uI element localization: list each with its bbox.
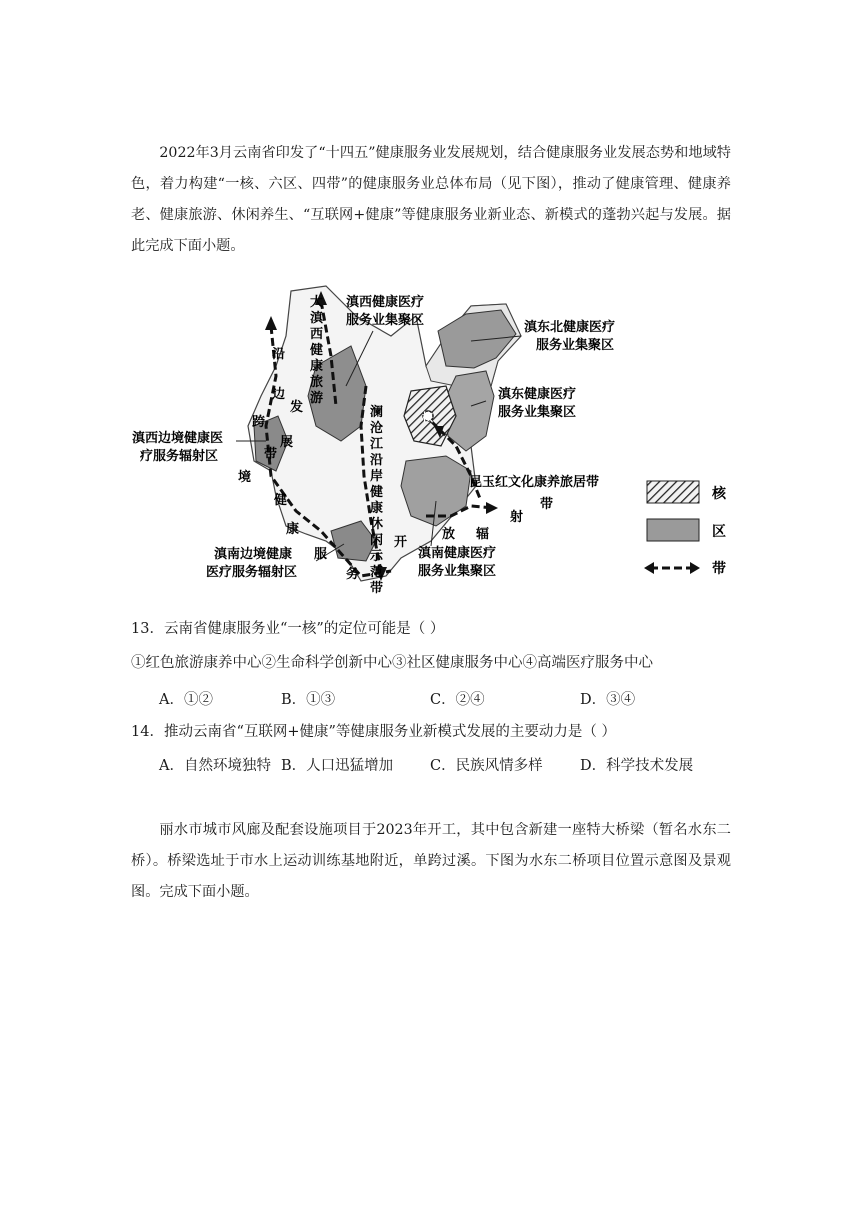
belt-border-char-0: 沿: [272, 347, 286, 362]
legend-belt-arrow-left: [644, 562, 654, 574]
legend-zone-label: 区: [712, 524, 726, 540]
belt-dali-char-6: 游: [310, 391, 324, 406]
question-14-stem: 14．推动云南省“互联网+健康”等健康服务业新模式发展的主要动力是（ ）: [131, 724, 617, 740]
belt-border-char-3: 境: [238, 470, 252, 485]
belt-lancang-char-3: 沿: [370, 453, 384, 468]
yunnan-health-map: [126, 276, 736, 606]
belt-border-mid-2: 带: [264, 447, 278, 462]
label-west-border-1: 滇西边境健康医: [132, 431, 224, 446]
belt-lancang-char-1: 沧: [370, 421, 384, 436]
zone-south: [401, 456, 471, 526]
belt-dali-char-0: 大: [310, 295, 324, 310]
radiation-word-4: 射: [510, 510, 524, 525]
q13-option-d[interactable]: D．③④: [580, 692, 636, 708]
legend-belt-arrow-right: [690, 562, 700, 574]
zone-northeast: [438, 310, 516, 368]
q14-option-c[interactable]: C．民族风情多样: [430, 758, 543, 774]
belt-border-bottom-0: 服: [314, 547, 328, 562]
belt-lancang-char-5: 健: [370, 485, 384, 500]
belt-dali-char-5: 旅: [310, 375, 324, 390]
belt-border-char-2: 跨: [252, 415, 266, 430]
label-west-border-2: 疗服务辐射区: [140, 449, 219, 464]
belt-lancang-char-10: 范: [370, 565, 384, 580]
legend-zone-swatch: [647, 519, 699, 541]
label-south-cluster-1: 滇南健康医疗: [418, 546, 497, 561]
arrow-head-north-2: [265, 316, 277, 330]
belt-border-char-4: 健: [274, 493, 288, 508]
belt-lancang-char-0: 澜: [370, 405, 384, 420]
q14-option-d[interactable]: D．科学技术发展: [580, 758, 694, 774]
label-south-cluster-2: 服务业集聚区: [418, 564, 497, 579]
belt-lancang-char-11: 带: [370, 581, 384, 596]
radiation-word-1: 开: [394, 535, 408, 550]
belt-dali-char-4: 康: [310, 359, 324, 374]
belt-kunyu-vertical: 带: [540, 497, 554, 512]
question-13-items: ①红色旅游康养中心②生命科学创新中心③社区健康服务中心④高端医疗服务中心: [131, 655, 653, 671]
q14-option-a[interactable]: A．自然环境独特: [159, 758, 271, 774]
label-northeast-cluster-2: 服务业集聚区: [536, 338, 615, 353]
label-west-cluster-1: 滇西健康医疗: [346, 295, 425, 310]
legend-belt-label: 带: [712, 561, 726, 577]
q13-option-a[interactable]: A．①②: [159, 692, 213, 708]
core-char-label: 核: [422, 411, 433, 424]
belt-lancang-char-8: 闲: [370, 533, 384, 548]
label-west-cluster-2: 服务业集聚区: [346, 313, 425, 328]
q13-option-c[interactable]: C．②④: [430, 692, 485, 708]
label-east-cluster-2: 服务业集聚区: [498, 405, 577, 420]
belt-kunyu-label: 昆玉红文化康养旅居带: [469, 475, 600, 490]
belt-lancang-char-6: 康: [370, 501, 384, 516]
belt-border-char-1: 边: [272, 387, 286, 402]
radiation-word-3: 辐: [476, 527, 490, 542]
second-passage: 丽水市城市风廊及配套设施项目于2023年开工，其中包含新建一座特大桥梁（暂名水东二桥）。桥梁选址于市水上运动训练基地附近，单跨过溪。下图为水东二桥项目位置示意图及景观图。完成下面小题。: [131, 822, 731, 900]
q13-option-b[interactable]: B．①③: [281, 692, 336, 708]
belt-lancang-char-2: 江: [370, 437, 384, 452]
label-northeast-cluster-1: 滇东北健康医疗: [524, 320, 616, 335]
q14-option-b[interactable]: B．人口迅猛增加: [281, 758, 394, 774]
belt-border-bottom-1: 务: [346, 567, 360, 582]
radiation-word-2: 放: [442, 527, 456, 542]
arrow-head-east: [486, 502, 498, 514]
belt-lancang-char-7: 休: [370, 517, 384, 532]
belt-lancang-char-4: 岸: [370, 469, 384, 484]
belt-dali-char-2: 西: [310, 327, 324, 342]
belt-border-mid-1: 展: [280, 435, 294, 450]
legend-core-label: 核: [712, 486, 726, 502]
belt-lancang-char-9: 示: [370, 549, 384, 564]
belt-border-char-5: 康: [286, 522, 300, 537]
belt-dali-char-1: 滇: [310, 311, 324, 326]
legend-core-swatch: [647, 481, 699, 503]
label-south-border-2: 医疗服务辐射区: [206, 565, 298, 580]
intro-paragraph: 2022年3月云南省印发了“十四五”健康服务业发展规划，结合健康服务业发展态势和地域特色，着力构建“一核、六区、四带”的健康服务业总体布局（见下图），推动了健康管理、健康养老、健康旅游、休闲养生、“互联网+健康”等健康服务业新业态、新模式的蓬勃兴起与发展。据此完成下面小题。: [131, 145, 731, 254]
map-legend: [644, 481, 727, 577]
question-13-stem: 13．云南省健康服务业“一核”的定位可能是（ ）: [131, 621, 445, 637]
belt-dali-char-3: 健: [310, 343, 324, 358]
label-east-cluster-1: 滇东健康医疗: [498, 387, 577, 402]
belt-border-mid-0: 发: [290, 400, 304, 415]
label-south-border-1: 滇南边境健康: [214, 547, 293, 562]
